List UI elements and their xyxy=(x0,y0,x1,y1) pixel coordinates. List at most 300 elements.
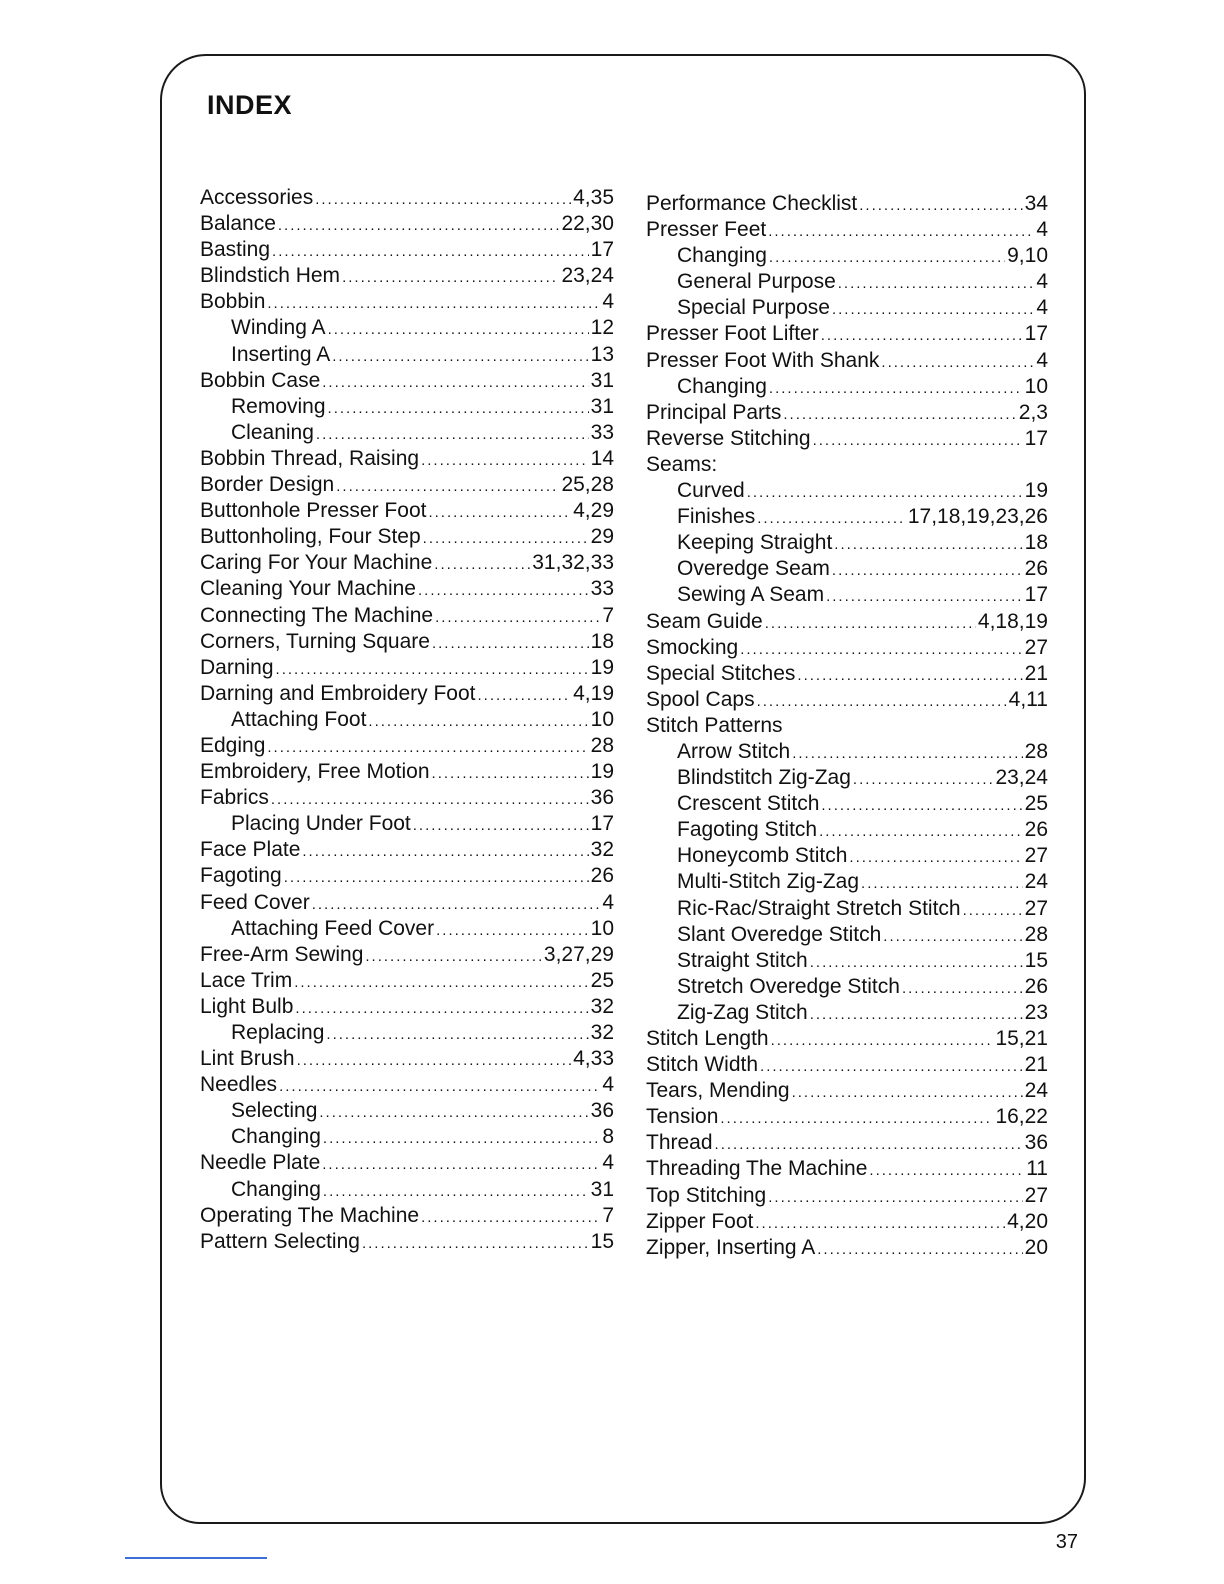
index-entry xyxy=(200,185,614,211)
index-entry xyxy=(200,1229,614,1255)
index-term: Connecting The Machine xyxy=(200,603,434,627)
index-term: Operating The Machine xyxy=(200,1203,420,1227)
index-pages: 4 xyxy=(602,290,614,314)
dot-leader xyxy=(365,944,542,970)
index-entry xyxy=(200,655,614,681)
index-term: Changing xyxy=(231,1177,321,1201)
index-pages: 29 xyxy=(590,525,614,549)
index-subentry xyxy=(646,374,1048,400)
dot-leader xyxy=(434,552,530,578)
index-term: Attaching Foot xyxy=(231,707,367,731)
index-entry xyxy=(200,759,614,785)
dot-leader xyxy=(861,871,1023,897)
index-pages: 24 xyxy=(1024,1079,1048,1103)
dot-leader xyxy=(362,1231,589,1257)
dot-leader xyxy=(881,350,1034,376)
index-term: Replacing xyxy=(231,1021,325,1044)
index-subentry xyxy=(646,1000,1048,1026)
index-term: Special Purpose xyxy=(677,296,830,320)
index-term: Reverse Stitching xyxy=(646,426,811,450)
index-entry xyxy=(646,348,1048,374)
index-entry xyxy=(200,890,614,916)
index-pages: 25 xyxy=(1024,792,1048,816)
index-pages: 4 xyxy=(1036,296,1048,320)
index-pages: 36 xyxy=(590,1099,614,1123)
index-entry xyxy=(200,446,614,472)
index-term: Inserting A xyxy=(231,342,331,366)
dot-leader xyxy=(817,1237,1022,1263)
index-term: Cleaning Your Machine xyxy=(200,577,416,601)
dot-leader xyxy=(297,1048,572,1074)
index-term: Stitch Patterns xyxy=(646,713,783,737)
dot-leader xyxy=(821,323,1023,349)
index-entry xyxy=(200,942,614,968)
index-term: Seams: xyxy=(646,452,718,476)
index-term: Darning xyxy=(200,655,274,679)
dot-leader xyxy=(765,611,976,637)
index-pages: 11 xyxy=(1026,1157,1048,1181)
index-pages: 21 xyxy=(1024,661,1048,685)
dot-leader xyxy=(819,819,1023,845)
dot-leader xyxy=(319,1100,588,1126)
index-pages: 15 xyxy=(1024,948,1048,972)
index-term: Stitch Length xyxy=(646,1027,769,1050)
dot-leader xyxy=(267,291,600,317)
index-pages: 9,10 xyxy=(1007,244,1048,268)
dot-leader xyxy=(477,683,571,709)
index-term: Crescent Stitch xyxy=(677,792,820,816)
index-term: Blindstich Hem xyxy=(200,264,341,288)
dot-leader xyxy=(322,370,588,396)
footer-rule xyxy=(125,1557,267,1559)
index-entry xyxy=(200,472,614,498)
index-pages: 14 xyxy=(590,446,614,470)
dot-leader xyxy=(323,1126,600,1152)
index-pages: 31,32,33 xyxy=(532,551,614,575)
dot-leader xyxy=(869,1158,1024,1184)
dot-leader xyxy=(760,1054,1023,1080)
index-entry xyxy=(200,211,614,237)
index-pages: 12 xyxy=(590,316,614,340)
index-pages: 28 xyxy=(590,733,614,757)
index-subentry xyxy=(200,1177,614,1203)
index-subentry xyxy=(646,243,1048,269)
dot-leader xyxy=(421,448,589,474)
index-pages: 4 xyxy=(602,1151,614,1175)
index-entry xyxy=(200,550,614,576)
dot-leader xyxy=(342,265,559,291)
index-entry xyxy=(646,321,1048,347)
index-pages: 4,20 xyxy=(1007,1209,1048,1233)
index-term: Edging xyxy=(200,733,266,757)
index-subentry xyxy=(646,530,1048,556)
index-pages: 8 xyxy=(602,1125,614,1149)
index-entry xyxy=(646,400,1048,426)
index-pages: 4,11 xyxy=(1008,687,1048,711)
dot-leader xyxy=(294,970,588,996)
index-term: Slant Overedge Stitch xyxy=(677,922,882,946)
dot-leader xyxy=(792,741,1022,767)
dot-leader xyxy=(421,1205,600,1231)
index-pages: 4,35 xyxy=(573,186,614,209)
index-term: Special Stitches xyxy=(646,661,796,685)
index-pages: 4,29 xyxy=(573,499,614,523)
index-entry xyxy=(646,426,1048,452)
dot-leader xyxy=(332,344,588,370)
dot-leader xyxy=(832,558,1023,584)
index-term: Free-Arm Sewing xyxy=(200,942,364,966)
index-entry xyxy=(646,191,1048,217)
index-term: Corners, Turning Square xyxy=(200,629,430,653)
dot-leader xyxy=(769,376,1023,402)
dot-leader xyxy=(810,1002,1023,1028)
index-pages: 23,24 xyxy=(561,264,614,288)
index-subentry xyxy=(646,843,1048,869)
index-pages: 4 xyxy=(602,1073,614,1097)
index-pages: 4,33 xyxy=(573,1047,614,1071)
index-subentry xyxy=(646,556,1048,582)
index-column-left xyxy=(200,185,614,1255)
index-entry xyxy=(646,1052,1048,1078)
index-pages: 28 xyxy=(1024,922,1048,946)
index-entry xyxy=(200,863,614,889)
index-pages: 7 xyxy=(602,603,614,627)
dot-leader xyxy=(768,1185,1022,1211)
index-pages: 34 xyxy=(1024,192,1048,215)
dot-leader xyxy=(278,213,560,239)
index-entry xyxy=(200,785,614,811)
dot-leader xyxy=(883,924,1022,950)
dot-leader xyxy=(413,813,589,839)
index-pages: 26 xyxy=(1024,818,1048,842)
index-entry xyxy=(646,217,1048,243)
index-pages: 3,27,29 xyxy=(543,942,614,966)
index-term: Bobbin Thread, Raising xyxy=(200,446,420,470)
index-subentry xyxy=(200,916,614,942)
dot-leader xyxy=(838,271,1035,297)
dot-leader xyxy=(963,898,1023,924)
index-term: Tears, Mending xyxy=(646,1079,790,1103)
index-entry xyxy=(646,1235,1048,1261)
index-term: Lace Trim xyxy=(200,968,293,992)
index-entry xyxy=(200,368,614,394)
index-term: Face Plate xyxy=(200,838,301,862)
index-pages: 16,22 xyxy=(995,1105,1048,1129)
index-entry xyxy=(200,237,614,263)
index-entry xyxy=(200,837,614,863)
index-subentry xyxy=(646,295,1048,321)
index-term: Buttonhole Presser Foot xyxy=(200,499,427,523)
index-pages: 19 xyxy=(590,760,614,784)
index-term: Fabrics xyxy=(200,786,269,810)
dot-leader xyxy=(902,976,1023,1002)
index-entry xyxy=(200,263,614,289)
index-subentry xyxy=(646,791,1048,817)
dot-leader xyxy=(849,845,1022,871)
dot-leader xyxy=(323,1179,589,1205)
index-entry xyxy=(200,289,614,315)
index-pages: 26 xyxy=(1024,974,1048,998)
index-subentry xyxy=(646,896,1048,922)
index-entry xyxy=(646,1183,1048,1209)
index-pages: 31 xyxy=(590,368,614,392)
dot-leader xyxy=(284,865,589,891)
index-term: Seam Guide xyxy=(646,609,763,633)
index-pages: 27 xyxy=(1024,844,1048,868)
index-entry xyxy=(646,609,1048,635)
index-term: Embroidery, Free Motion xyxy=(200,760,430,784)
index-pages: 10 xyxy=(590,707,614,731)
dot-leader xyxy=(328,396,589,422)
index-pages: 36 xyxy=(1024,1131,1048,1155)
index-subentry xyxy=(646,922,1048,948)
index-term: General Purpose xyxy=(677,270,836,294)
index-term: Attaching Feed Cover xyxy=(231,916,435,940)
dot-leader xyxy=(432,631,589,657)
index-term: Fagoting xyxy=(200,864,282,888)
dot-leader xyxy=(315,187,571,213)
index-entry xyxy=(200,1150,614,1176)
index-pages: 10 xyxy=(1024,374,1048,398)
index-pages: 21 xyxy=(1024,1053,1048,1077)
index-pages: 33 xyxy=(590,577,614,601)
index-entry xyxy=(646,687,1048,713)
index-term: Curved xyxy=(677,479,745,503)
dot-leader xyxy=(747,480,1023,506)
index-term: Needle Plate xyxy=(200,1151,321,1175)
index-term: Threading The Machine xyxy=(646,1157,868,1181)
index-term: Bobbin xyxy=(200,290,266,314)
index-term: Lint Brush xyxy=(200,1047,295,1071)
index-pages: 4,19 xyxy=(573,681,614,705)
dot-leader xyxy=(436,918,589,944)
index-term: Bobbin Case xyxy=(200,368,321,392)
index-term: Stretch Overedge Stitch xyxy=(677,974,900,998)
page-number: 37 xyxy=(1055,1531,1078,1553)
index-term: Zig-Zag Stitch xyxy=(677,1000,808,1024)
dot-leader xyxy=(418,578,589,604)
index-pages: 7 xyxy=(602,1203,614,1227)
index-pages: 13 xyxy=(590,342,614,366)
index-entry xyxy=(200,498,614,524)
index-term: Presser Foot Lifter xyxy=(646,322,819,346)
index-entry xyxy=(200,629,614,655)
index-entry xyxy=(646,1104,1048,1130)
index-pages: 23,24 xyxy=(995,766,1048,790)
index-term: Performance Checklist xyxy=(646,192,858,215)
dot-leader xyxy=(834,532,1022,558)
dot-leader xyxy=(783,402,1016,428)
index-entry xyxy=(200,576,614,602)
dot-leader xyxy=(715,1132,1023,1158)
index-subentry xyxy=(200,1124,614,1150)
index-term: Arrow Stitch xyxy=(677,739,791,763)
dot-leader xyxy=(368,709,588,735)
index-term: Blindstitch Zig-Zag xyxy=(677,766,851,790)
index-pages: 25,28 xyxy=(561,473,614,497)
index-pages: 4,18,19 xyxy=(977,609,1048,633)
dot-leader xyxy=(757,506,906,532)
index-pages: 25 xyxy=(590,968,614,992)
index-subentry xyxy=(200,420,614,446)
index-term: Changing xyxy=(677,244,767,268)
index-entry xyxy=(646,1130,1048,1156)
index-pages: 28 xyxy=(1024,739,1048,763)
dot-leader xyxy=(853,767,994,793)
index-subentry xyxy=(646,504,1048,530)
index-subentry xyxy=(646,817,1048,843)
dot-leader xyxy=(740,637,1022,663)
index-pages: 22,30 xyxy=(561,212,614,236)
dot-leader xyxy=(336,474,559,500)
index-pages: 4 xyxy=(1036,270,1048,294)
index-pages: 36 xyxy=(590,786,614,810)
index-pages: 17 xyxy=(590,238,614,262)
index-subentry xyxy=(200,707,614,733)
dot-leader xyxy=(826,584,1023,610)
index-term: Winding A xyxy=(231,316,326,340)
index-entry xyxy=(646,1156,1048,1182)
index-term: Finishes xyxy=(677,505,756,529)
index-subentry xyxy=(200,1098,614,1124)
dot-leader xyxy=(821,793,1022,819)
index-pages: 27 xyxy=(1024,1183,1048,1207)
index-subentry xyxy=(200,342,614,368)
dot-leader xyxy=(322,1152,600,1178)
index-pages: 10 xyxy=(590,916,614,940)
index-term: Selecting xyxy=(231,1099,318,1123)
dot-leader xyxy=(267,735,588,761)
index-pages: 31 xyxy=(590,1177,614,1201)
index-pages: 20 xyxy=(1024,1235,1048,1259)
index-subentry xyxy=(646,269,1048,295)
index-pages: 26 xyxy=(590,864,614,888)
dot-leader xyxy=(813,428,1023,454)
index-term: Presser Foot With Shank xyxy=(646,348,880,372)
page-title: INDEX xyxy=(207,90,293,120)
index-pages: 27 xyxy=(1024,635,1048,659)
index-term: Removing xyxy=(231,394,326,418)
index-term: Changing xyxy=(231,1125,321,1149)
index-term: Basting xyxy=(200,238,271,262)
index-term: Spool Caps xyxy=(646,687,755,711)
dot-leader xyxy=(432,761,589,787)
index-subentry xyxy=(646,869,1048,895)
index-pages: 4 xyxy=(1036,348,1048,372)
index-pages: 32 xyxy=(590,994,614,1018)
index-entry xyxy=(200,524,614,550)
index-pages: 17 xyxy=(590,812,614,836)
index-term: Top Stitching xyxy=(646,1183,767,1207)
index-term: Buttonholing, Four Step xyxy=(200,525,421,549)
index-term: Feed Cover xyxy=(200,890,310,914)
dot-leader xyxy=(859,193,1022,219)
index-pages: 17 xyxy=(1024,426,1048,450)
index-column-right xyxy=(646,191,1048,1261)
dot-leader xyxy=(810,950,1023,976)
dot-leader xyxy=(272,239,589,265)
index-subentry xyxy=(646,582,1048,608)
index-term: Thread xyxy=(646,1131,713,1155)
index-term: Overedge Seam xyxy=(677,557,830,581)
index-term: Zipper Foot xyxy=(646,1209,754,1233)
dot-leader xyxy=(792,1080,1023,1106)
dot-leader xyxy=(428,500,571,526)
index-pages: 32 xyxy=(590,1021,614,1044)
index-pages: 17 xyxy=(1024,583,1048,607)
index-entry xyxy=(646,1026,1048,1052)
index-pages: 19 xyxy=(590,655,614,679)
index-pages: 32 xyxy=(590,838,614,862)
index-entry xyxy=(200,1203,614,1229)
index-pages: 33 xyxy=(590,420,614,444)
index-term: Light Bulb xyxy=(200,994,294,1018)
dot-leader xyxy=(797,663,1022,689)
dot-leader xyxy=(312,892,601,918)
index-pages: 31 xyxy=(590,394,614,418)
index-term: Accessories xyxy=(200,186,314,209)
index-pages: 23 xyxy=(1024,1000,1048,1024)
index-term: Straight Stitch xyxy=(677,948,808,972)
index-term: Placing Under Foot xyxy=(231,812,411,836)
index-pages: 17,18,19,23,26 xyxy=(907,505,1048,529)
index-entry xyxy=(200,1072,614,1098)
index-term: Darning and Embroidery Foot xyxy=(200,681,476,705)
index-entry xyxy=(200,733,614,759)
index-term: Principal Parts xyxy=(646,400,782,424)
index-term: Ric-Rac/Straight Stretch Stitch xyxy=(677,896,961,920)
dot-leader xyxy=(771,1028,994,1054)
index-entry xyxy=(646,713,1048,739)
dot-leader xyxy=(769,245,1005,271)
index-pages: 2,3 xyxy=(1018,400,1048,424)
index-entry xyxy=(200,1046,614,1072)
index-term: Cleaning xyxy=(231,420,314,444)
dot-leader xyxy=(302,839,588,865)
index-pages: 24 xyxy=(1024,870,1048,894)
index-pages: 15,21 xyxy=(995,1027,1048,1050)
index-term: Caring For Your Machine xyxy=(200,551,433,575)
index-entry xyxy=(646,452,1048,478)
dot-leader xyxy=(326,1022,588,1048)
index-term: Changing xyxy=(677,374,767,398)
index-term: Multi-Stitch Zig-Zag xyxy=(677,870,860,894)
index-term: Zipper, Inserting A xyxy=(646,1235,816,1259)
dot-leader xyxy=(435,605,600,631)
dot-leader xyxy=(768,219,1034,245)
index-entry xyxy=(200,994,614,1020)
index-subentry xyxy=(646,948,1048,974)
index-pages: 17 xyxy=(1024,322,1048,346)
index-pages: 18 xyxy=(1024,531,1048,555)
index-subentry xyxy=(200,315,614,341)
dot-leader xyxy=(328,317,589,343)
index-pages: 4 xyxy=(1036,218,1048,242)
index-entry xyxy=(200,603,614,629)
index-term: Presser Feet xyxy=(646,218,767,242)
index-term: Sewing A Seam xyxy=(677,583,825,607)
index-subentry xyxy=(646,478,1048,504)
index-term: Tension xyxy=(646,1105,719,1129)
index-entry xyxy=(646,1209,1048,1235)
dot-leader xyxy=(271,787,589,813)
index-term: Balance xyxy=(200,212,276,236)
dot-leader xyxy=(295,996,588,1022)
index-entry xyxy=(646,661,1048,687)
dot-leader xyxy=(720,1106,993,1132)
index-subentry xyxy=(646,739,1048,765)
dot-leader xyxy=(279,1074,600,1100)
